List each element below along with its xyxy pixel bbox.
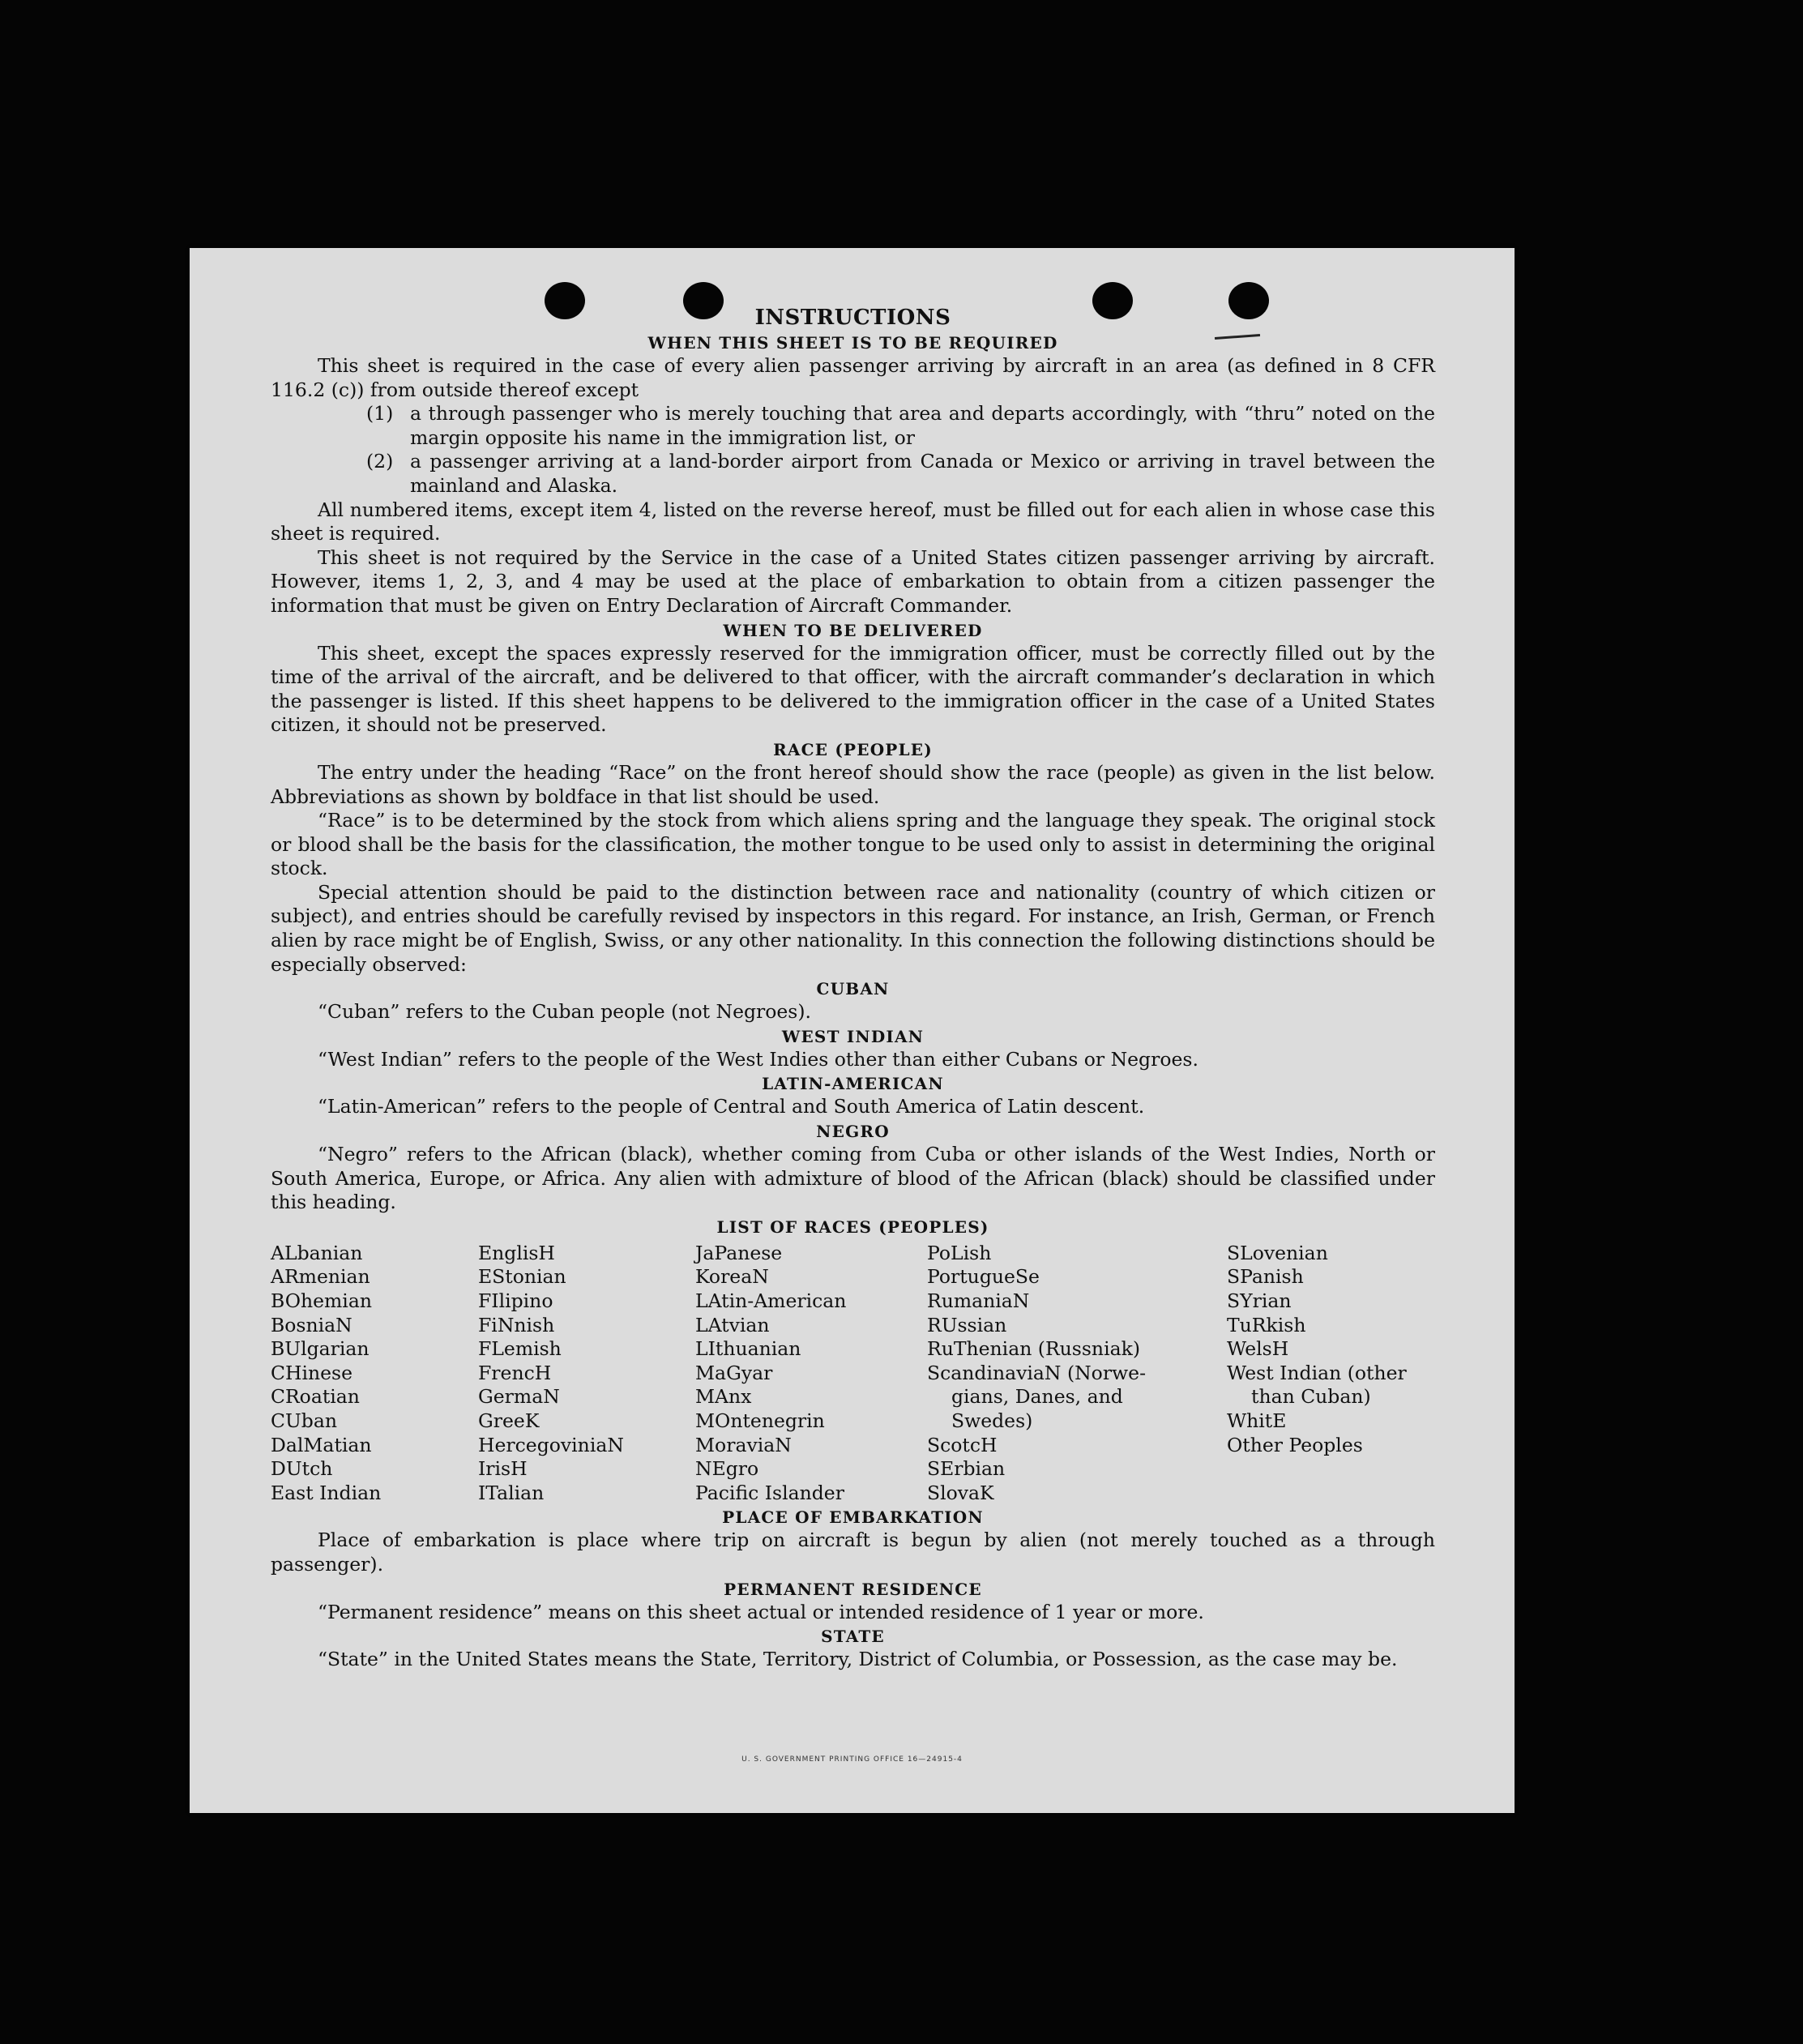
race-entry: WhitE bbox=[1227, 1409, 1287, 1432]
race-entry: WelsH bbox=[1227, 1337, 1289, 1361]
race-entry: RumaniaN bbox=[927, 1289, 1030, 1312]
race-entry: GreeK bbox=[478, 1409, 540, 1432]
paragraph: This sheet is required in the case of every alien passenger arriving by aircraft in an area (as defined in 8 CFR 116.2 (c)) from outside thereof except bbox=[271, 354, 1435, 401]
race-entry: GermaN bbox=[478, 1385, 560, 1409]
races-column bbox=[695, 1242, 927, 1506]
race-entry: IrisH bbox=[478, 1457, 528, 1481]
section-heading: WEST INDIAN bbox=[781, 1026, 925, 1046]
race-entry: FiNnish bbox=[478, 1313, 555, 1336]
list-item bbox=[366, 402, 1435, 450]
race-entry: MAnx bbox=[695, 1385, 752, 1409]
race-entry: MoraviaN bbox=[695, 1433, 792, 1456]
race-entry: MOntenegrin bbox=[695, 1409, 825, 1432]
race-entry: ARmenian bbox=[271, 1265, 370, 1289]
paragraph: “Negro” refers to the African (black), whether coming from Cuba or other islands of the West Indies, North or South America, Europe, or Africa. Any alien with admixture of blood of the African (black) should be classified under this heading. bbox=[271, 1143, 1435, 1214]
race-entry: PortugueSe bbox=[927, 1265, 1040, 1289]
race-entry: BosniaN bbox=[271, 1313, 352, 1336]
section-heading: LIST OF RACES (PEOPLES) bbox=[716, 1217, 989, 1237]
race-entry: SlovaK bbox=[927, 1481, 994, 1504]
race-entry: JaPanese bbox=[695, 1241, 783, 1264]
section-heading: NEGRO bbox=[816, 1122, 890, 1142]
paragraph: The entry under the heading “Race” on the front hereof should show the race (people) as given in the list below. Abbreviations as shown by boldface in that list should be used. bbox=[271, 760, 1435, 808]
race-entry: ALbanian bbox=[271, 1241, 363, 1264]
paragraph: “Latin-American” refers to the people of Central and South America of Latin descent. bbox=[318, 1095, 1145, 1118]
races-column bbox=[927, 1242, 1227, 1506]
race-entry: RUssian bbox=[927, 1313, 1007, 1336]
race-entry: FrencH bbox=[478, 1361, 552, 1384]
paragraph: This sheet is not required by the Service in the case of a United States citizen passenger arriving by aircraft. However, items 1, 2, 3, and 4 may be used at the place of embarkation to obtain from a citizen passenger the information that must be given on Entry Declaration of Aircraft Commander. bbox=[271, 545, 1435, 617]
race-entry: HercegoviniaN bbox=[478, 1433, 624, 1456]
race-entry: SYrian bbox=[1227, 1289, 1292, 1312]
race-entry: RuThenian (Russniak) bbox=[927, 1337, 1140, 1361]
races-column bbox=[478, 1242, 695, 1506]
race-entry: CRoatian bbox=[271, 1385, 360, 1409]
section-heading: WHEN TO BE DELIVERED bbox=[723, 620, 983, 640]
race-entry: SLovenian bbox=[1227, 1241, 1328, 1264]
race-entry: ScotcH bbox=[927, 1433, 998, 1456]
race-entry: DalMatian bbox=[271, 1433, 372, 1456]
race-entry: SErbian bbox=[927, 1457, 1006, 1481]
item-text: a passenger arriving at a land-border airport from Canada or Mexico or arriving in travel between the mainland and Alaska. bbox=[410, 450, 1435, 497]
item-number: (1) bbox=[366, 402, 394, 425]
race-entry: EStonian bbox=[478, 1265, 566, 1289]
race-entry: CHinese bbox=[271, 1361, 352, 1384]
paragraph: “West Indian” refers to the people of the West Indies other than either Cubans or Negroes. bbox=[318, 1047, 1198, 1071]
race-entry: SPanish bbox=[1227, 1265, 1304, 1289]
document-sheet bbox=[190, 248, 1515, 1813]
race-entry: ScandinaviaN (Norwe- bbox=[927, 1361, 1147, 1384]
race-entry: Other Peoples bbox=[1227, 1433, 1363, 1456]
race-entry: gians, Danes, and bbox=[951, 1385, 1123, 1409]
races-list bbox=[271, 1242, 1435, 1506]
race-entry: NEgro bbox=[695, 1457, 759, 1481]
race-entry: TuRkish bbox=[1227, 1313, 1306, 1336]
section-heading: WHEN THIS SHEET IS TO BE REQUIRED bbox=[647, 333, 1058, 353]
page-title: INSTRUCTIONS bbox=[754, 306, 951, 330]
paragraph: “Permanent residence” means on this sheet actual or intended residence of 1 year or more. bbox=[318, 1600, 1204, 1623]
item-number: (2) bbox=[366, 450, 394, 473]
section-heading: PERMANENT RESIDENCE bbox=[724, 1579, 982, 1599]
race-entry: LAtvian bbox=[695, 1313, 770, 1336]
list-item bbox=[366, 450, 1435, 498]
paragraph: “Race” is to be determined by the stock from which aliens spring and the language they speak. The original stock or blood shall be the basis for the classification, the mother tongue to be used only to assist in determining the original stock. bbox=[271, 809, 1435, 880]
race-entry: BUlgarian bbox=[271, 1337, 370, 1361]
races-column bbox=[1227, 1242, 1435, 1506]
paragraph: Special attention should be paid to the distinction between race and nationality (country of which citizen or subject), and entries should be carefully revised by inspectors in this regard. For instance, an Irish, German, or French alien by race might be of English, Swiss, or any other nationality. In this connection the following distinctions should be especially observed: bbox=[271, 880, 1435, 976]
race-entry: BOhemian bbox=[271, 1289, 372, 1312]
races-column bbox=[271, 1242, 478, 1506]
section-heading: CUBAN bbox=[816, 979, 890, 999]
section-heading: LATIN-AMERICAN bbox=[762, 1074, 944, 1094]
race-entry: EnglisH bbox=[478, 1241, 555, 1264]
race-entry: Pacific Islander bbox=[695, 1481, 844, 1504]
race-entry: PoLish bbox=[927, 1241, 992, 1264]
race-entry: ITalian bbox=[478, 1481, 545, 1504]
race-entry: than Cuban) bbox=[1251, 1385, 1371, 1409]
race-entry: MaGyar bbox=[695, 1361, 773, 1384]
printer-imprint: U. S. GOVERNMENT PRINTING OFFICE 16—24915-4 bbox=[741, 1755, 963, 1764]
race-entry: LAtin-American bbox=[695, 1289, 847, 1312]
race-entry: Swedes) bbox=[951, 1409, 1033, 1432]
section-heading: STATE bbox=[821, 1627, 885, 1647]
paragraph: Place of embarkation is place where trip on aircraft is begun by alien (not merely touched as a through passenger). bbox=[271, 1529, 1435, 1576]
race-entry: East Indian bbox=[271, 1481, 382, 1504]
race-entry: KoreaN bbox=[695, 1265, 769, 1289]
instructions-text bbox=[271, 305, 1435, 1672]
item-text: a through passenger who is merely touching that area and departs accordingly, with “thru” noted on the margin opposite his name in the immigration list, or bbox=[410, 402, 1435, 449]
race-entry: DUtch bbox=[271, 1457, 333, 1481]
section-heading: RACE (PEOPLE) bbox=[773, 739, 933, 759]
race-entry: FIlipino bbox=[478, 1289, 553, 1312]
paragraph: “State” in the United States means the State, Territory, District of Columbia, or Possession, as the case may be. bbox=[318, 1648, 1398, 1671]
paragraph: All numbered items, except item 4, listed on the reverse hereof, must be filled out for each alien in whose case this sheet is required. bbox=[271, 498, 1435, 545]
race-entry: CUban bbox=[271, 1409, 337, 1432]
race-entry: FLemish bbox=[478, 1337, 562, 1361]
paragraph: This sheet, except the spaces expressly reserved for the immigration officer, must be correctly filled out by the time of the arrival of the aircraft, and be delivered to that officer, with the aircraft commander’s declaration in which the passenger is listed. If this sheet happens to be delivered to the immigration officer in the case of a United States citizen, it should not be preserved. bbox=[271, 641, 1435, 737]
section-heading: PLACE OF EMBARKATION bbox=[722, 1507, 984, 1528]
paragraph: “Cuban” refers to the Cuban people (not Negroes). bbox=[318, 1000, 812, 1024]
race-entry: LIthuanian bbox=[695, 1337, 801, 1361]
race-entry: West Indian (other bbox=[1227, 1361, 1407, 1384]
